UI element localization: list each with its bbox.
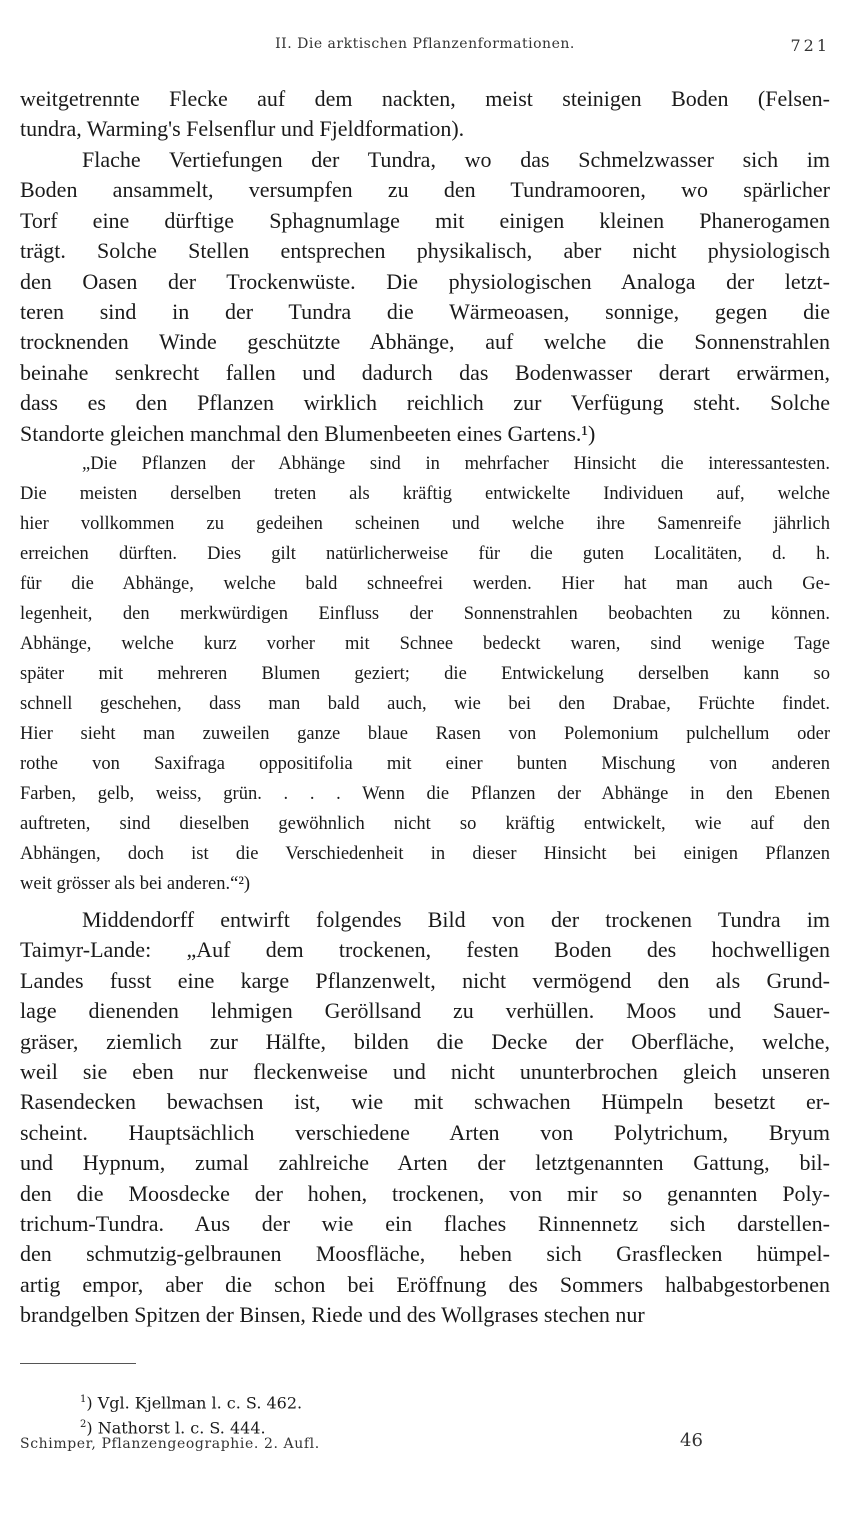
footnote-2-mark: 2	[80, 1419, 87, 1430]
text-line: und Hypnum, zumal zahlreiche Arten der letztgenannten Gattung, bil-	[20, 1150, 830, 1176]
text-line: scheint. Hauptsächlich verschiedene Arten von Polytrichum, Bryum	[20, 1119, 830, 1145]
text-line: „Die Pflanzen der Abhänge sind in mehrfacher Hinsicht die interessantesten.	[82, 454, 830, 474]
text-line: Abhänge, welche kurz vorher mit Schnee bedeckt waren, sind wenige Tage	[20, 634, 830, 654]
text-line: erreichen dürften. Dies gilt natürlicherweise für die guten Localitäten, d. h.	[20, 544, 830, 564]
footnote-1-text: ) Vgl. Kjellman l. c. S. 462.	[86, 1393, 303, 1413]
text-line: weitgetrennte Flecke auf dem nackten, meist steinigen Boden (Felsen-	[20, 86, 830, 111]
text-line: Torf eine dürftige Sphagnumlage mit einigen kleinen Phanerogamen	[20, 207, 830, 233]
footnote-1-mark: 1	[80, 1394, 87, 1405]
text-line: den Oasen der Trockenwüste. Die physiologischen Analoga der letzt-	[20, 268, 830, 294]
text-line: Farben, gelb, weiss, grün. . . . Wenn die Pflanzen der Abhänge in den Ebenen	[20, 784, 830, 804]
text-line: Standorte gleichen manchmal den Blumenbeeten eines Gartens.¹)	[20, 420, 596, 446]
text-line: den die Moosdecke der hohen, trockenen, von mir so genannten Poly-	[20, 1180, 830, 1206]
footnote-rule	[20, 1363, 136, 1364]
text-line: trocknenden Winde geschützte Abhänge, auf welche die Sonnenstrahlen	[20, 329, 830, 355]
text-line: Taimyr-Lande: „Auf dem trockenen, festen Boden des hochwelligen	[20, 937, 830, 963]
text-line: Abhängen, doch ist die Verschiedenheit in dieser Hinsicht bei einigen Pflanzen	[20, 844, 830, 864]
signature-number: 46	[680, 1430, 703, 1451]
text-line: lage dienenden lehmigen Geröllsand zu verhüllen. Moos und Sauer-	[20, 998, 830, 1024]
text-line: beinahe senkrecht fallen und dadurch das Bodenwasser derart erwärmen,	[20, 359, 830, 385]
text-line: brandgelben Spitzen der Binsen, Riede und des Wollgrases stechen nur	[20, 1302, 645, 1328]
text-line: rothe von Saxifraga oppositifolia mit einer bunten Mischung von anderen	[20, 754, 830, 774]
text-line: Flache Vertiefungen der Tundra, wo das Schmelzwasser sich im	[82, 147, 830, 172]
text-line: auftreten, sind dieselben gewöhnlich nicht so kräftig entwickelt, wie auf den	[20, 814, 830, 834]
header-title: II. Die arktischen Pflanzenformationen.	[275, 36, 575, 52]
signature-line: Schimper, Pflanzengeographie. 2. Aufl.	[20, 1436, 320, 1452]
text-line: Boden ansammelt, versumpfen zu den Tundramooren, wo spärlicher	[20, 177, 830, 203]
text-line: weil sie eben nur fleckenweise und nicht ununterbrochen gleich unseren	[20, 1059, 830, 1084]
text-line: trägt. Solche Stellen entsprechen physikalisch, aber nicht physiologisch	[20, 238, 830, 264]
text-line: legenheit, den merkwürdigen Einfluss der Sonnenstrahlen beobachten zu können.	[20, 604, 830, 624]
footnote-2-text: ) Nathorst l. c. S. 444.	[86, 1418, 266, 1438]
text-line: hier vollkommen zu gedeihen scheinen und welche ihre Samenreife jährlich	[20, 514, 830, 534]
text-line: für die Abhänge, welche bald schneefrei werden. Hier hat man auch Ge-	[20, 574, 830, 594]
text-line: trichum-Tundra. Aus der wie ein flaches Rinnennetz sich darstellen-	[20, 1211, 830, 1236]
text-line: gräser, ziemlich zur Hälfte, bilden die Decke der Oberfläche, welche,	[20, 1028, 830, 1054]
footnote-1	[80, 1388, 480, 1415]
text-line: teren sind in der Tundra die Wärmeoasen, sonnige, gegen die	[20, 299, 830, 324]
text-line: Hier sieht man zuweilen ganze blaue Rasen von Polemonium pulchellum oder	[20, 724, 830, 744]
page-number: 721	[790, 36, 830, 55]
text-line: Landes fusst eine karge Pflanzenwelt, nicht vermögend den als Grund-	[20, 967, 830, 993]
text-line: artig empor, aber die schon bei Eröffnung des Sommers halbabgestorbenen	[20, 1271, 830, 1297]
text-line: weit grösser als bei anderen.“²)	[20, 874, 251, 894]
text-line: Die meisten derselben treten als kräftig entwickelte Individuen auf, welche	[20, 484, 830, 504]
text-line: den schmutzig-gelbraunen Moosfläche, heben sich Grasflecken hümpel-	[20, 1241, 830, 1267]
text-line: tundra, Warming's Felsenflur und Fjeldformation).	[20, 116, 465, 142]
text-line: Rasendecken bewachsen ist, wie mit schwachen Hümpeln besetzt er-	[20, 1089, 830, 1115]
text-line: später mit mehreren Blumen geziert; die Entwickelung derselben kann so	[20, 664, 830, 684]
running-header	[20, 36, 830, 60]
text-line: schnell geschehen, dass man bald auch, wie bei den Drabae, Früchte findet.	[20, 694, 830, 714]
text-line: dass es den Pflanzen wirklich reichlich zur Verfügung steht. Solche	[20, 390, 830, 416]
text-line: Middendorff entwirft folgendes Bild von der trockenen Tundra im	[82, 907, 830, 932]
